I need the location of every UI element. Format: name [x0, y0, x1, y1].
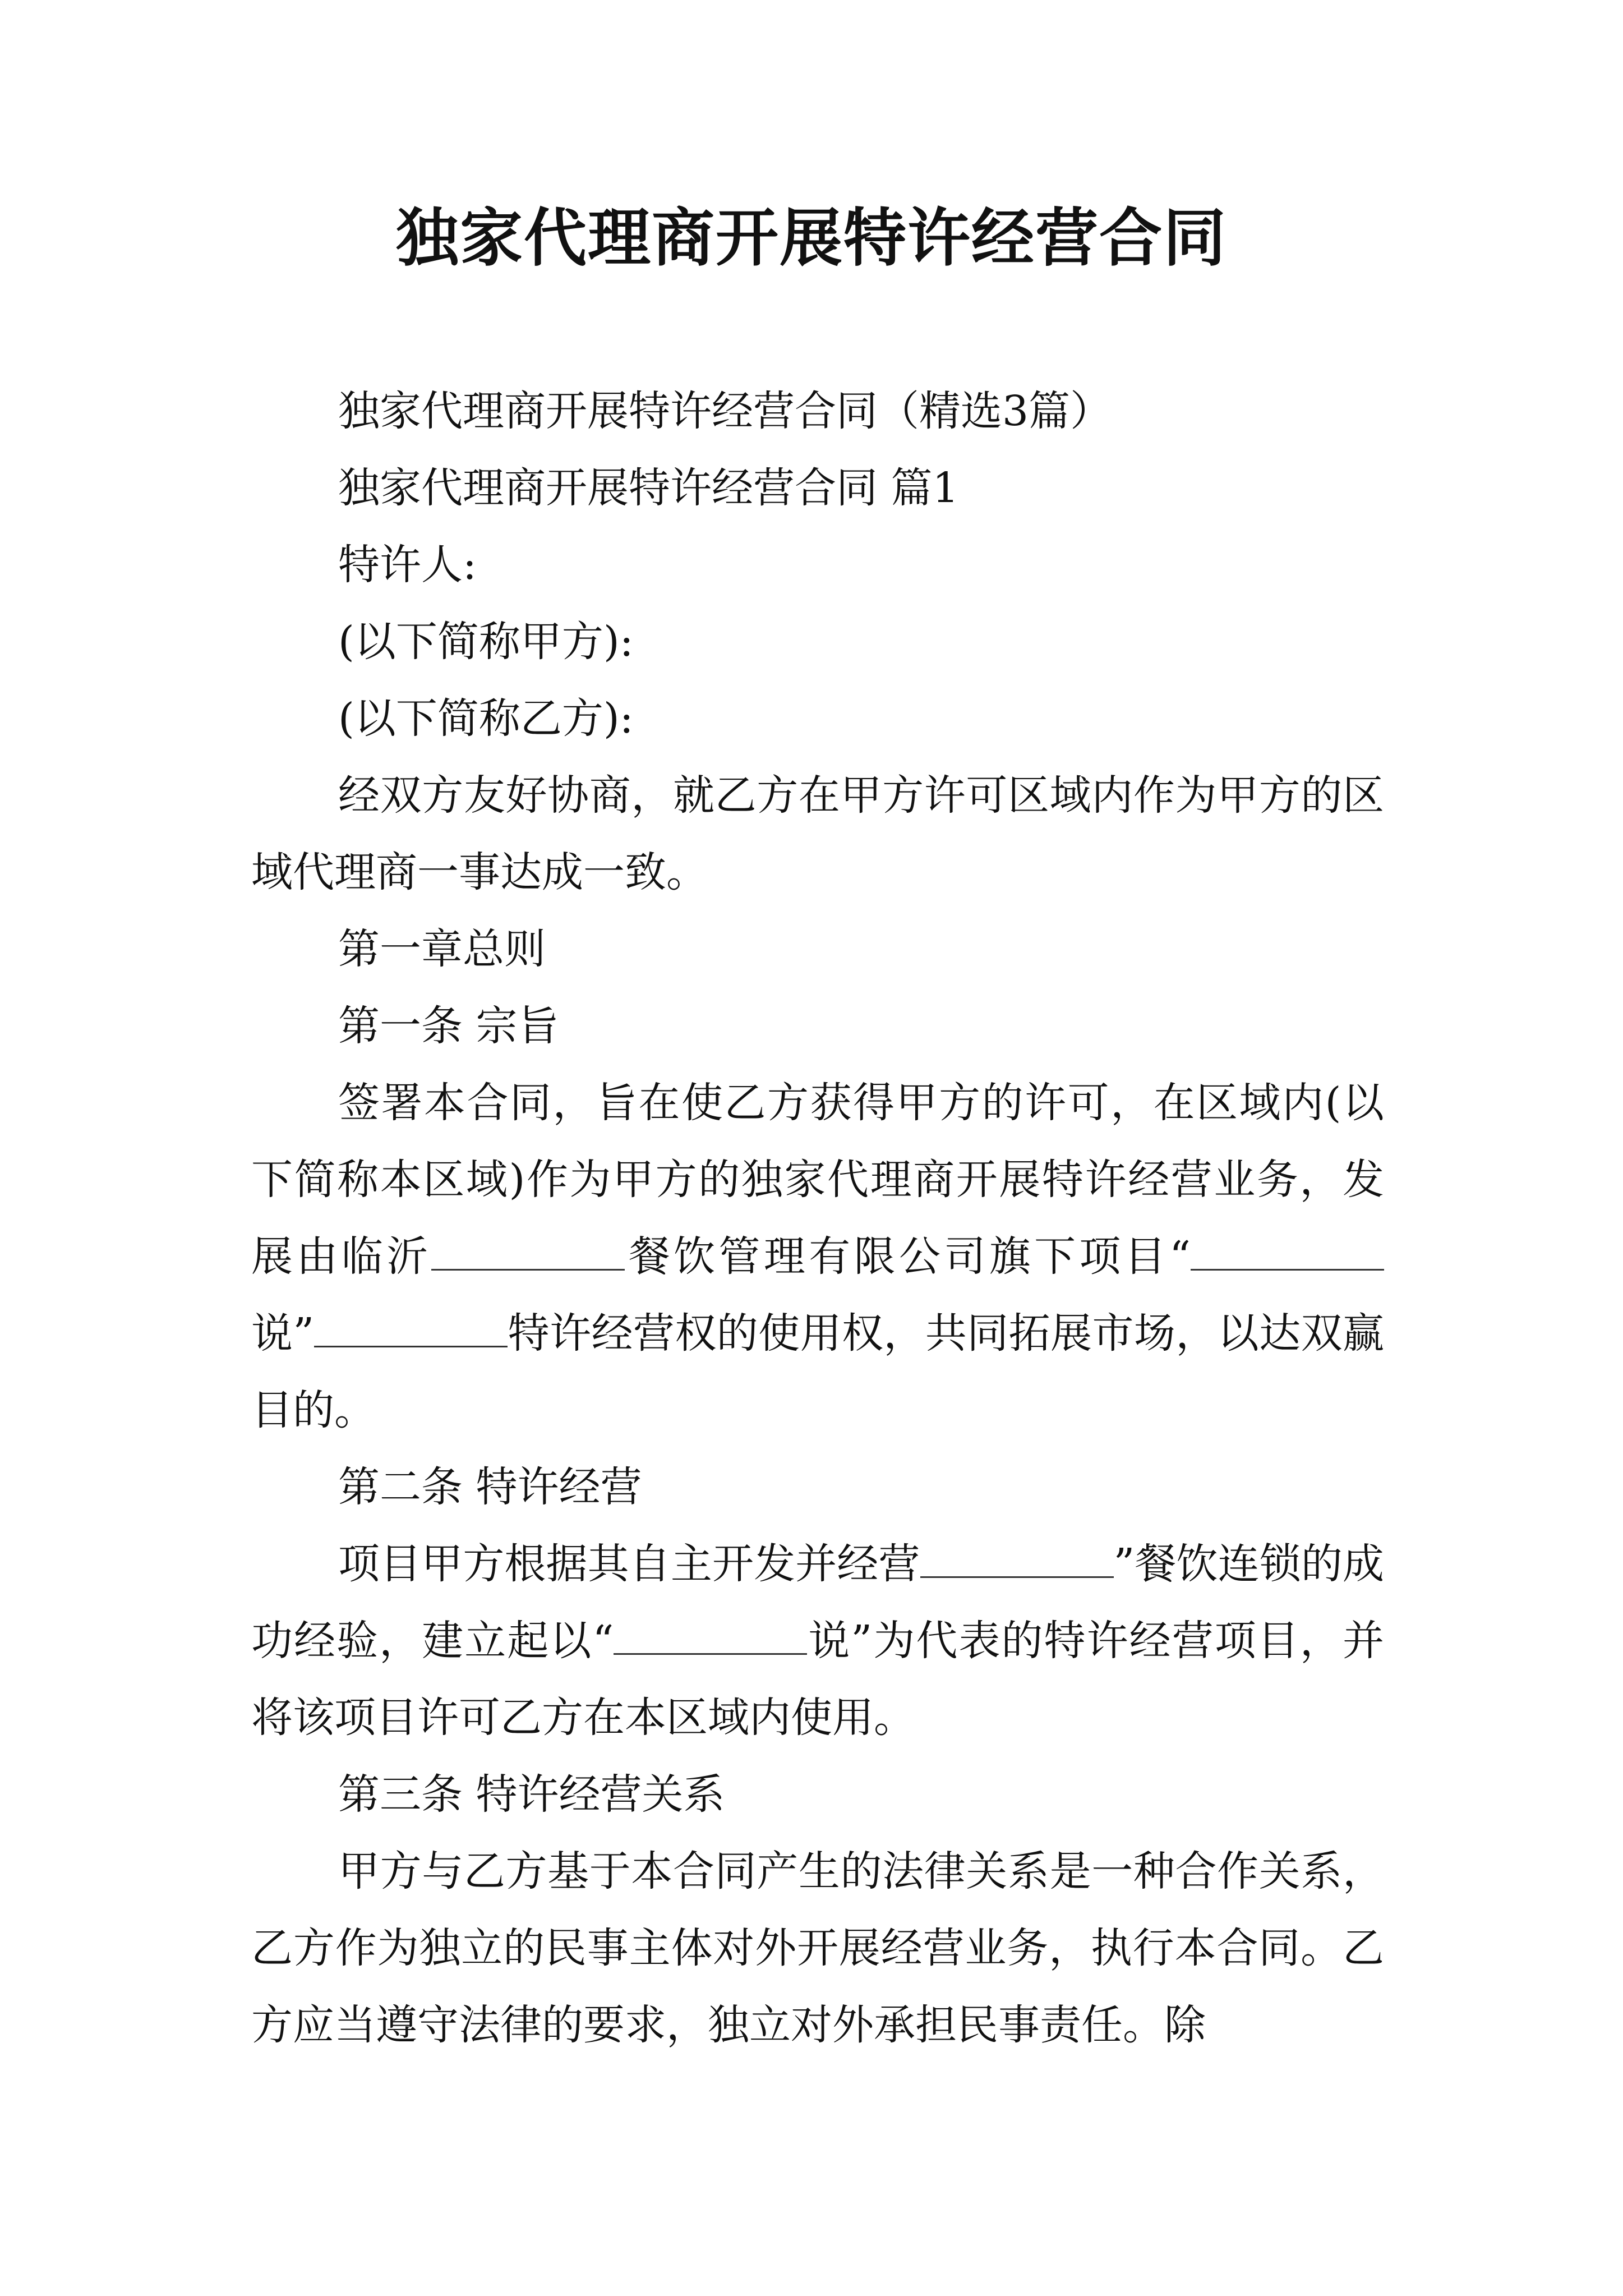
text-segment: 说”为代表的特许经营项目，并将该项目许可乙方在本区域内使用。 [251, 1617, 1384, 1742]
document-title: 独家代理商开展特许经营合同 [396, 201, 1227, 275]
text-segment: 说” [251, 1309, 315, 1358]
text-segment: 项目甲方根据其自主开发并经营 [338, 1540, 920, 1588]
paragraph-party-b: (以下简称乙方): [338, 694, 634, 743]
blank-line [920, 1543, 1114, 1578]
paragraph-article-three: 第三条 特许经营关系 [338, 1770, 725, 1819]
text-segment: 签署本合同，旨在使乙方获得甲方的许可，在区域内(以下简称本区域)作为甲方的独家代理商开展特许经营业务，发展由临沂 [251, 1079, 1384, 1281]
paragraph-subtitle: 独家代理商开展特许经营合同（精选3篇） [338, 387, 1112, 435]
blank-line [1191, 1235, 1384, 1271]
text-segment: 餐饮管理有限公司旗下项目“ [625, 1232, 1191, 1281]
paragraph-article-one: 第一条 宗旨 [338, 1002, 559, 1050]
blank-line [614, 1619, 807, 1655]
blank-line [431, 1235, 625, 1271]
document-body [251, 373, 1384, 2064]
text-segment: ”餐饮连锁的成功经验，建立起以“ [251, 1540, 1384, 1665]
blank-line [314, 1312, 508, 1347]
paragraph-relationship: 甲方与乙方基于本合同产生的法律关系是一种合作关系，乙方作为独立的民事主体对外开展经营业务，执行本合同。乙方应当遵守法律的要求，独立对外承担民事责任。除 [251, 1847, 1384, 2049]
paragraph-part-heading: 独家代理商开展特许经营合同 篇1 [338, 464, 959, 512]
paragraph-chapter-one: 第一章总则 [338, 925, 546, 973]
text-segment: 特许经营权的使用权，共同拓展市场，以达双赢目的。 [251, 1309, 1384, 1434]
paragraph-article-two: 第二条 特许经营 [338, 1463, 642, 1511]
paragraph-agreement: 经双方友好协商，就乙方在甲方许可区域内作为甲方的区域代理商一事达成一致。 [251, 771, 1384, 896]
paragraph-purpose [251, 1065, 1384, 1449]
paragraph-party-a: (以下简称甲方): [338, 618, 634, 666]
paragraph-franchise [251, 1526, 1384, 1756]
paragraph-franchisor: 特许人: [338, 541, 477, 589]
